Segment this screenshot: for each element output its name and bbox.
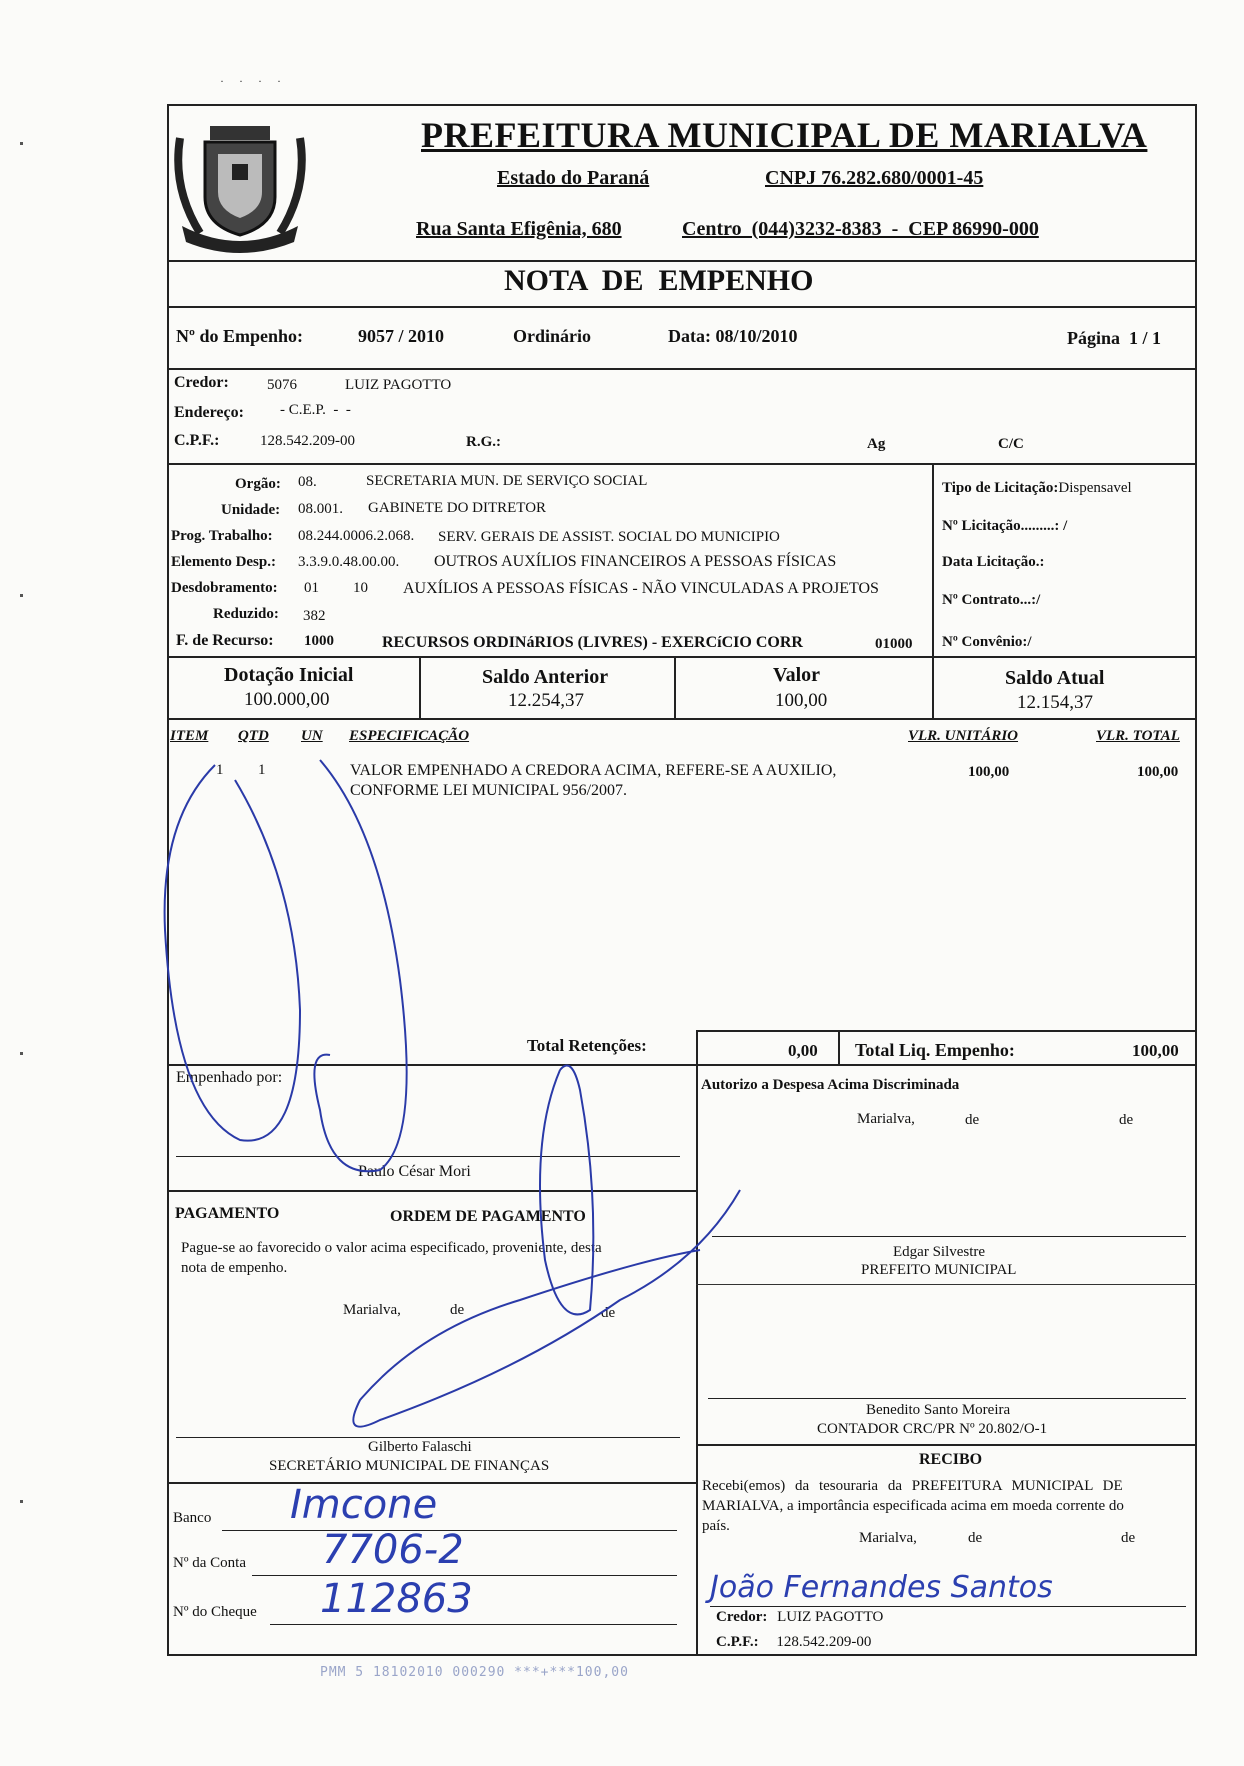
pagamento-de-2: de bbox=[601, 1305, 616, 1321]
secretario-name: Gilberto Falaschi bbox=[368, 1439, 472, 1455]
prog-desc: SERV. GERAIS DE ASSIST. SOCIAL DO MUNICIPIO bbox=[438, 529, 780, 545]
pagamento-text-1: Pague-se ao favorecido o valor acima especificado, proveniente, desta bbox=[181, 1240, 602, 1256]
ordem-pagamento-label: ORDEM DE PAGAMENTO bbox=[390, 1208, 586, 1225]
row-desc-line1: VALOR EMPENHADO A CREDORA ACIMA, REFERE-SE A AUXILIO, bbox=[350, 762, 837, 779]
cheque-value: 112863 bbox=[320, 1576, 473, 1622]
desdobramento-desc: AUXÍLIOS A PESSOAS FÍSICAS - NÃO VINCULADAS A PROJETOS bbox=[403, 580, 879, 597]
desdobramento-a: 01 bbox=[304, 580, 319, 596]
header-cnpj: CNPJ 76.282.680/0001-45 bbox=[765, 167, 984, 189]
credor-code: 5076 bbox=[267, 377, 297, 393]
saldo-anterior-label: Saldo Anterior bbox=[482, 666, 609, 688]
empenho-number: 9057 / 2010 bbox=[358, 326, 445, 346]
total-retencoes-value: 0,00 bbox=[788, 1041, 818, 1060]
recibo-credor-label: Credor: bbox=[716, 1609, 768, 1625]
desdobramento-b: 10 bbox=[353, 580, 368, 596]
licitacao-data: Data Licitação.: bbox=[942, 554, 1045, 570]
secretario-title: SECRETÁRIO MUNICIPAL DE FINANÇAS bbox=[269, 1458, 550, 1474]
autorizo-de-1: de bbox=[965, 1112, 980, 1128]
saldo-anterior-value: 12.254,37 bbox=[508, 690, 584, 711]
recibo-text-2: MARIALVA, a importância especificada acima em moeda corrente do bbox=[702, 1498, 1124, 1514]
elemento-desc: OUTROS AUXÍLIOS FINANCEIROS A PESSOAS FÍSICAS bbox=[434, 553, 837, 570]
valor-value: 100,00 bbox=[775, 690, 828, 711]
pagamento-text-2: nota de empenho. bbox=[181, 1260, 288, 1276]
convenio-numero: Nº Convênio:/ bbox=[942, 634, 1032, 650]
contador-name: Benedito Santo Moreira bbox=[866, 1402, 1011, 1418]
reduzido-value: 382 bbox=[303, 608, 326, 624]
header-state: Estado do Paraná bbox=[497, 167, 650, 189]
prog-label: Prog. Trabalho: bbox=[171, 528, 273, 544]
col-especificacao: ESPECIFICAÇÃO bbox=[349, 728, 470, 744]
recibo-credor-name: LUIZ PAGOTTO bbox=[777, 1609, 884, 1625]
endereco-label: Endereço: bbox=[174, 404, 244, 421]
reduzido-label: Reduzido: bbox=[213, 606, 279, 622]
scan-dot bbox=[20, 1052, 23, 1055]
scan-marks: · · · · bbox=[220, 74, 287, 88]
scan-dot bbox=[20, 1500, 23, 1503]
col-un: UN bbox=[301, 728, 323, 744]
dotacao-label: Dotação Inicial bbox=[224, 664, 354, 686]
prog-code: 08.244.0006.2.068. bbox=[298, 528, 415, 544]
conta-value: 7706-2 bbox=[322, 1527, 464, 1573]
desdobramento-label: Desdobramento: bbox=[171, 580, 278, 596]
col-vlr-unitario: VLR. UNITÁRIO bbox=[908, 728, 1019, 744]
pagamento-label: PAGAMENTO bbox=[175, 1205, 280, 1222]
unidade-desc: GABINETE DO DITRETOR bbox=[368, 500, 547, 516]
empenho-label: Nº do Empenho: bbox=[176, 326, 303, 346]
empenhado-name: Paulo César Mori bbox=[358, 1163, 471, 1180]
dotacao-value: 100.000,00 bbox=[244, 689, 330, 710]
orgao-code: 08. bbox=[298, 474, 317, 490]
autorizo-place: Marialva, bbox=[857, 1111, 915, 1127]
prefeito-name: Edgar Silvestre bbox=[893, 1244, 986, 1260]
recibo-de-2: de bbox=[1121, 1530, 1136, 1546]
licitacao-tipo-label: Tipo de Licitação: bbox=[942, 480, 1059, 496]
pagamento-place: Marialva, bbox=[343, 1302, 401, 1318]
banco-value: Imcone bbox=[290, 1482, 438, 1528]
unidade-label: Unidade: bbox=[221, 502, 281, 518]
row-item: 1 bbox=[216, 762, 224, 778]
recibo-place: Marialva, bbox=[859, 1530, 917, 1546]
contrato-numero: Nº Contrato...:/ bbox=[942, 592, 1041, 608]
recurso-desc: RECURSOS ORDINáRIOS (LIVRES) - EXERCíCIO CORR bbox=[382, 634, 803, 651]
conta-label: Nº da Conta bbox=[173, 1555, 246, 1571]
row-qtd: 1 bbox=[258, 762, 266, 778]
recurso-code2: 01000 bbox=[875, 636, 913, 652]
elemento-label: Elemento Desp.: bbox=[171, 554, 276, 570]
autorizo-de-2: de bbox=[1119, 1112, 1134, 1128]
ag-label: Ag bbox=[867, 436, 886, 452]
recibo-de-1: de bbox=[968, 1530, 983, 1546]
row-vlr-unitario: 100,00 bbox=[968, 764, 1010, 780]
row-vlr-total: 100,00 bbox=[1137, 764, 1179, 780]
header-address: Rua Santa Efigênia, 680 bbox=[416, 218, 622, 240]
cc-label: C/C bbox=[998, 436, 1024, 452]
cheque-label: Nº do Cheque bbox=[173, 1604, 257, 1620]
banco-label: Banco bbox=[173, 1510, 212, 1526]
doc-title: NOTA DE EMPENHO bbox=[504, 264, 814, 297]
recibo-cpf-value: 128.542.209-00 bbox=[776, 1634, 872, 1650]
unidade-code: 08.001. bbox=[298, 501, 343, 517]
autorizo-label: Autorizo a Despesa Acima Discriminada bbox=[701, 1077, 960, 1093]
row-desc-line2: CONFORME LEI MUNICIPAL 956/2007. bbox=[350, 782, 628, 799]
cpf-value: 128.542.209-00 bbox=[260, 433, 355, 449]
prefeito-title: PREFEITO MUNICIPAL bbox=[861, 1262, 1017, 1278]
elemento-code: 3.3.9.0.48.00.00. bbox=[298, 554, 400, 570]
header-address-centro: Centro (044)3232-8383 - CEP 86990-000 bbox=[682, 218, 1039, 240]
licitacao-numero: Nº Licitação.........: / bbox=[942, 518, 1068, 534]
saldo-atual-label: Saldo Atual bbox=[1005, 667, 1105, 689]
page-number: Página 1 / 1 bbox=[1067, 328, 1162, 348]
col-item: ITEM bbox=[170, 728, 209, 744]
empenho-type: Ordinário bbox=[513, 326, 592, 346]
col-qtd: QTD bbox=[238, 728, 269, 744]
endereco-value: - C.E.P. - - bbox=[280, 402, 351, 418]
scan-dot bbox=[20, 142, 23, 145]
header-title: PREFEITURA MUNICIPAL DE MARIALVA bbox=[421, 115, 1148, 155]
autenticacao-stamp: PMM 5 18102010 000290 ***+***100,00 bbox=[320, 1665, 629, 1680]
empenhado-label: Empenhado por: bbox=[176, 1069, 283, 1086]
rg-label: R.G.: bbox=[466, 434, 501, 450]
credor-signature: João Fernandes Santos bbox=[710, 1570, 1053, 1605]
cpf-label: C.P.F.: bbox=[174, 432, 220, 449]
orgao-desc: SECRETARIA MUN. DE SERVIÇO SOCIAL bbox=[366, 473, 648, 489]
empenho-date: Data: 08/10/2010 bbox=[668, 326, 798, 346]
recibo-title: RECIBO bbox=[919, 1451, 983, 1468]
pagamento-de-1: de bbox=[450, 1302, 465, 1318]
valor-label: Valor bbox=[773, 664, 821, 686]
licitacao-tipo-value: Dispensavel bbox=[1058, 480, 1132, 496]
saldo-atual-value: 12.154,37 bbox=[1017, 692, 1093, 713]
total-retencoes-label: Total Retenções: bbox=[527, 1036, 647, 1055]
credor-name: LUIZ PAGOTTO bbox=[345, 377, 452, 393]
recibo-text-1: Recebi(emos) da tesouraria da PREFEITURA MUNICIPAL DE bbox=[702, 1478, 1123, 1494]
scan-dot bbox=[20, 594, 23, 597]
credor-label: Credor: bbox=[174, 374, 229, 391]
recurso-label: F. de Recurso: bbox=[176, 632, 274, 649]
orgao-label: Orgão: bbox=[235, 476, 281, 492]
recibo-text-3: país. bbox=[702, 1518, 730, 1534]
total-liquido-value: 100,00 bbox=[1132, 1041, 1179, 1060]
recurso-code: 1000 bbox=[304, 633, 334, 649]
contador-title: CONTADOR CRC/PR Nº 20.802/O-1 bbox=[817, 1421, 1048, 1437]
total-liquido-label: Total Liq. Empenho: bbox=[855, 1040, 1015, 1060]
col-vlr-total: VLR. TOTAL bbox=[1096, 728, 1180, 744]
recibo-cpf-label: C.P.F.: bbox=[716, 1634, 759, 1650]
